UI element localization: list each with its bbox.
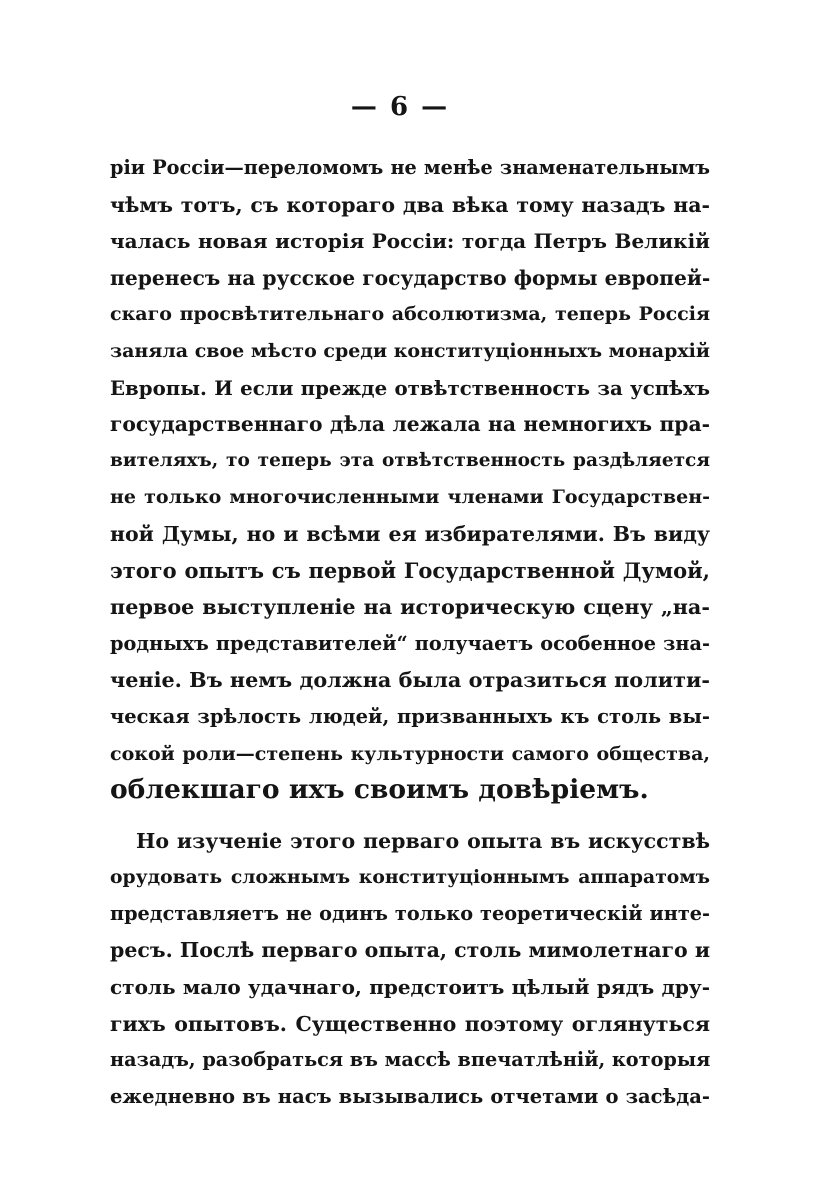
text-line: ресъ. Послѣ перваго опыта, столь мимолетнаго и xyxy=(110,938,711,963)
paragraph xyxy=(110,150,710,809)
text-line: вителяхъ, то теперь эта отвѣтственность раздѣляется xyxy=(110,449,710,471)
text-line: не только многочисленными членами Государствен- xyxy=(110,486,710,509)
text-line: чалась новая исторія Россіи: тогда Петръ Великій xyxy=(110,229,710,254)
text-line: гихъ опытовъ. Существенно поэтому оглянуться xyxy=(110,1011,710,1036)
text-line: назадъ, разобраться въ массѣ впечатлѣній, которыя xyxy=(110,1048,711,1072)
text-line: сокой роли—степень культурности самого общества, xyxy=(110,742,710,765)
text-line: представляетъ не одинъ только теоретическій инте- xyxy=(110,901,710,925)
text-line: родныхъ представителей“ получаетъ особенное зна- xyxy=(110,631,710,655)
page-number: — 6 — xyxy=(350,92,450,122)
text-line: Но изученіе этого перваго опыта въ искусствѣ xyxy=(136,828,710,853)
text-line: ченіе. Въ немъ должна была отразиться полити- xyxy=(110,668,710,693)
text-line: pіи Россіи—переломомъ не менѣе знаменательнымъ xyxy=(110,156,710,179)
text-line: скаго просвѣтительнаго абсолютизма, теперь Россія xyxy=(110,303,710,326)
text-line: заняла свое мѣсто среди конституціонныхъ монархій xyxy=(110,339,710,362)
text-line: первое выступленіе на историческую сцену „на- xyxy=(110,595,710,620)
body-text xyxy=(110,150,710,1115)
text-line: орудовать сложнымъ конституціоннымъ аппаратомъ xyxy=(110,866,710,889)
text-line: облекшаго ихъ своимъ довѣріемъ. xyxy=(110,774,649,806)
text-line: ной Думы, но и всѣми ея избирателями. Въ виду xyxy=(110,521,710,546)
text-line: столь мало удачнаго, предстоитъ цѣлый рядъ дру- xyxy=(110,975,710,1000)
paragraph-gap xyxy=(110,809,710,823)
text-line: ческая зрѣлость людей, призванныхъ къ столь вы- xyxy=(110,704,710,728)
text-line: перенесъ на русское государство формы европей- xyxy=(110,265,711,290)
text-line: Европы. И если прежде отвѣтственность за успѣхъ xyxy=(110,375,710,400)
paragraph xyxy=(110,823,710,1116)
text-line: государственнаго дѣла лежала на немногихъ пра- xyxy=(110,412,710,437)
text-line: ежедневно въ насъ вызывались отчетами о засѣда- xyxy=(110,1084,710,1108)
text-line: этого опытъ съ первой Государственной Думой, xyxy=(110,557,710,583)
text-line: чѣмъ тотъ, съ котораго два вѣка тому назадъ на- xyxy=(110,192,710,217)
